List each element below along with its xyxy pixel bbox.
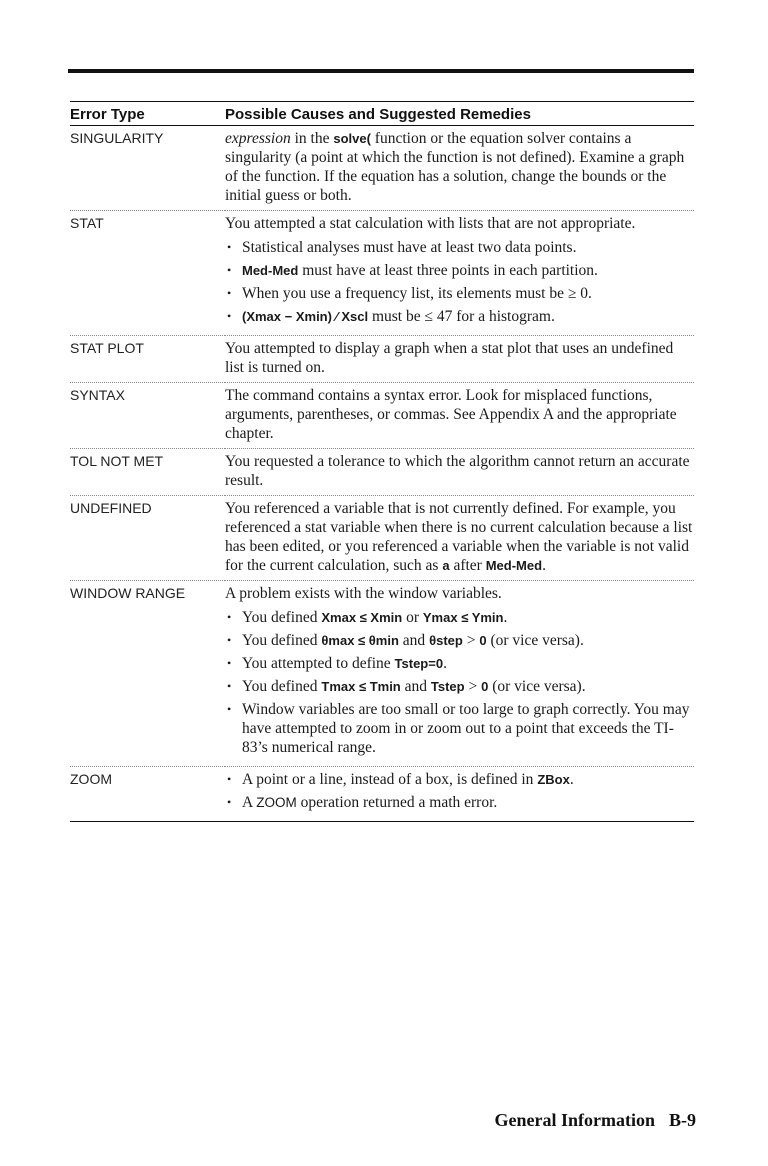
tstep-zero-key: Tstep=0 xyxy=(394,656,444,671)
list-item xyxy=(225,631,694,650)
text-span: (or vice versa). xyxy=(486,632,584,649)
table-row xyxy=(70,496,694,581)
text-span: You defined xyxy=(242,609,322,626)
expression-term: expression xyxy=(225,130,291,147)
a-variable-key: a xyxy=(442,558,450,573)
text-span: . xyxy=(542,557,546,574)
header-error-type: Error Type xyxy=(70,102,225,126)
error-type-window-range: WINDOW RANGE xyxy=(70,581,225,767)
zero-key: 0 xyxy=(481,679,489,694)
ymax-key: Ymax ≤ Ymin xyxy=(422,610,504,625)
text-span: in the xyxy=(290,130,334,147)
error-type-tol-not-met: TOL NOT MET xyxy=(70,449,225,496)
footer-section-title: General Information xyxy=(494,1110,655,1130)
text-span: . xyxy=(569,771,574,788)
xscl-expression-key: (Xmax − Xmin) ⁄ Xscl xyxy=(242,309,369,324)
text-span: operation returned a math error. xyxy=(296,794,498,811)
text-span: must be ≤ 47 for a histogram. xyxy=(368,308,555,325)
table-row xyxy=(70,211,694,336)
remedy-singularity xyxy=(225,126,694,211)
zoom-key: ZOOM xyxy=(256,795,297,810)
remedy-paragraph: A problem exists with the window variables. xyxy=(225,585,502,602)
med-med-key: Med-Med xyxy=(485,558,543,573)
text-span: must have at least three points in each partition. xyxy=(298,262,598,279)
xmax-key: Xmax ≤ Xmin xyxy=(321,610,403,625)
text-span: You attempted to define xyxy=(242,655,395,672)
table-row xyxy=(70,581,694,767)
list-item: • Statistical analyses must have at least two data points. xyxy=(225,238,694,257)
list-item xyxy=(225,261,694,280)
text-span: or xyxy=(402,609,423,626)
text-span: > xyxy=(464,678,482,695)
remedy-zoom xyxy=(225,767,694,822)
text-span: A xyxy=(242,794,257,811)
text-span: A point or a line, instead of a box, is defined in xyxy=(242,771,538,788)
text-span: You defined xyxy=(242,632,322,649)
remedy-paragraph xyxy=(225,129,694,205)
theta-step-key: θstep xyxy=(429,633,463,648)
remedy-paragraph: The command contains a syntax error. Look for misplaced functions, arguments, parentheses, or commas. See Appendix A and the appropriate chapter. xyxy=(225,387,677,442)
table-row xyxy=(70,449,694,496)
text-span: after xyxy=(449,557,486,574)
text-span: (or vice versa). xyxy=(488,678,586,695)
page-number: B-9 xyxy=(669,1110,696,1130)
theta-max-key: θmax ≤ θmin xyxy=(321,633,399,648)
med-med-key: Med-Med xyxy=(242,263,299,278)
bullet-list xyxy=(225,238,694,326)
list-item xyxy=(225,793,694,812)
remedy-paragraph: You requested a tolerance to which the algorithm cannot return an accurate result. xyxy=(225,453,690,489)
list-item: • Window variables are too small or too large to graph correctly. You may have attempted to zoom in or zoom out to a point that exceeds the TI-83’s numerical range. xyxy=(225,700,694,757)
error-type-stat: STAT xyxy=(70,211,225,336)
remedy-paragraph xyxy=(225,499,694,575)
text-span: function or the equation solver contains a singularity (a point at which the function is not defined). Examine a graph of the function. If the equation has a solution, change the bounds or the initial guess or both. xyxy=(225,130,685,204)
text-span: . xyxy=(443,655,447,672)
error-type-zoom: ZOOM xyxy=(70,767,225,822)
error-type-syntax: SYNTAX xyxy=(70,383,225,449)
list-item xyxy=(225,608,694,627)
text-span: and xyxy=(398,632,430,649)
list-item xyxy=(225,677,694,696)
error-table xyxy=(70,101,694,822)
table-row xyxy=(70,383,694,449)
bullet-list xyxy=(225,770,694,812)
header-possible-causes: Possible Causes and Suggested Remedies xyxy=(225,102,694,126)
remedy-paragraph: You attempted to display a graph when a stat plot that uses an undefined list is turned on. xyxy=(225,340,674,376)
top-rule xyxy=(68,69,694,73)
table-row xyxy=(70,336,694,383)
list-item xyxy=(225,654,694,673)
remedy-tol-not-met xyxy=(225,449,694,496)
remedy-undefined xyxy=(225,496,694,581)
text-span: . xyxy=(503,609,508,626)
remedy-syntax xyxy=(225,383,694,449)
remedy-paragraph: You attempted a stat calculation with lists that are not appropriate. xyxy=(225,215,636,232)
tmax-key: Tmax ≤ Tmin xyxy=(321,679,401,694)
zero-key: 0 xyxy=(479,633,487,648)
remedy-window-range xyxy=(225,581,694,767)
solve-key: solve( xyxy=(333,131,371,146)
page-footer xyxy=(495,1110,696,1131)
remedy-stat-plot xyxy=(225,336,694,383)
table-row xyxy=(70,767,694,822)
text-span: You referenced a variable that is not currently defined. For example, you referenced a stat variable when there is no current calculation because a list has been edited, or you referenced a variable when the variable is not valid for the current calculation, such as xyxy=(225,500,693,574)
tstep-key: Tstep xyxy=(430,679,465,694)
error-type-stat-plot: STAT PLOT xyxy=(70,336,225,383)
list-item: • When you use a frequency list, its elements must be ≥ 0. xyxy=(225,284,694,303)
list-item xyxy=(225,770,694,789)
zbox-key: ZBox xyxy=(537,772,570,787)
table-row xyxy=(70,126,694,211)
error-type-undefined: UNDEFINED xyxy=(70,496,225,581)
error-type-singularity: SINGULARITY xyxy=(70,126,225,211)
bullet-list xyxy=(225,608,694,757)
text-span: You defined xyxy=(242,678,322,695)
text-span: > xyxy=(462,632,480,649)
text-span: and xyxy=(400,678,431,695)
table-header-row xyxy=(70,102,694,126)
remedy-stat xyxy=(225,211,694,336)
list-item xyxy=(225,307,694,326)
